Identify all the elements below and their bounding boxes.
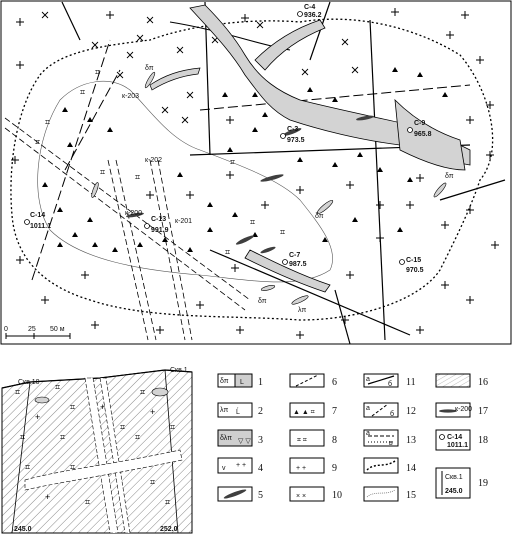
legend-dlp-symbol: δλπ <box>220 435 233 442</box>
hash-symbol: ⌗ <box>45 117 51 127</box>
legend-well-depth: 245.0 <box>445 488 463 495</box>
legend-well: Скв.1 <box>445 474 463 481</box>
svg-text:× ×: × × <box>296 493 307 500</box>
legend-item-3 <box>218 430 263 446</box>
hash-symbol: ⌗ <box>100 167 106 177</box>
well-value: 987.5 <box>289 261 307 268</box>
well-value: 970.5 <box>406 267 424 274</box>
scale-zero: 0 <box>4 326 8 333</box>
legend-c14-value: 1011.1 <box>447 442 469 449</box>
well-label: С-13 <box>151 216 167 223</box>
section-symbol: ⌗ <box>85 497 91 507</box>
hash-symbol: ⌗ <box>80 87 86 97</box>
section-symbol: + <box>35 412 41 422</box>
legend-item-9 <box>290 458 337 474</box>
section-well-left-label: Скв.10 <box>18 379 40 386</box>
legend-item-7 <box>290 403 337 417</box>
section-symbol: ⌗ <box>15 387 21 397</box>
hash-symbol: ⌗ <box>135 172 141 182</box>
well-value: 991.9 <box>151 227 169 234</box>
section-symbol: ⌗ <box>55 382 61 392</box>
legend-sym-a: а <box>366 405 370 412</box>
scale-mid: 25 <box>28 326 36 333</box>
section-symbol: ⌗ <box>150 477 156 487</box>
legend-number: 13 <box>406 435 416 446</box>
svg-text:+ +: + + <box>236 462 247 469</box>
section-symbol: ⌗ <box>120 422 126 432</box>
legend-number: 8 <box>332 435 337 446</box>
main-map <box>1 1 511 344</box>
rock-label-dp: δπ <box>445 173 454 180</box>
well-value: 973.5 <box>287 137 305 144</box>
legend-number: 12 <box>406 406 416 417</box>
section-depth-left: 245.0 <box>14 526 32 533</box>
legend-item-12 <box>364 403 416 418</box>
svg-text:▲ ▲ ⌗: ▲ ▲ ⌗ <box>293 409 315 416</box>
legend-number: 3 <box>258 435 263 446</box>
legend-item-16 <box>436 374 488 388</box>
legend-item-15 <box>364 487 416 501</box>
well-label: С-4 <box>304 4 316 11</box>
svg-text:⌗ ⌗: ⌗ ⌗ <box>297 437 307 444</box>
legend-sym-b: б <box>390 411 395 418</box>
hash-symbol: ⌗ <box>280 227 286 237</box>
legend-sym-v: в <box>389 440 393 447</box>
legend-item-2 <box>218 403 263 417</box>
legend-sym-a: а <box>366 376 370 383</box>
legend-number: 19 <box>478 478 488 489</box>
legend-item-19 <box>436 468 488 498</box>
dyke-label: к-203 <box>122 93 140 100</box>
legend-item-1-L: L <box>240 379 244 386</box>
well-value: 936.2 <box>304 12 322 19</box>
well-value: 1011.1 <box>30 223 52 230</box>
dyke-label: к-201 <box>175 218 193 225</box>
legend-item-5 <box>218 487 263 501</box>
section-symbol: ⌗ <box>140 387 146 397</box>
section-symbol: ⌗ <box>20 432 26 442</box>
legend-item-8 <box>290 430 337 446</box>
legend-number: 7 <box>332 406 337 417</box>
legend-item-11 <box>364 374 416 388</box>
section-symbol: ⌗ <box>135 432 141 442</box>
legend-number: 9 <box>332 463 337 474</box>
legend-number: 2 <box>258 406 263 417</box>
legend-c14: С-14 <box>447 434 463 441</box>
section-well-right-label: Скв.1 <box>170 367 188 374</box>
legend <box>218 374 488 501</box>
section-lens <box>152 388 168 396</box>
legend-number: 6 <box>332 377 337 388</box>
section-symbol: ⌗ <box>25 462 31 472</box>
hash-symbol: ⌗ <box>95 67 101 77</box>
svg-text:▽ ▽: ▽ ▽ <box>238 438 251 445</box>
dyke-label: к-200 <box>125 210 143 217</box>
legend-number: 4 <box>258 463 263 474</box>
well-label: С-15 <box>406 257 422 264</box>
hash-symbol: ⌗ <box>225 247 231 257</box>
legend-sym-b: б <box>388 381 393 388</box>
legend-item-17 <box>436 403 488 417</box>
legend-item-6 <box>290 374 337 388</box>
well-label: С-14 <box>30 212 46 219</box>
section-symbol: ⌗ <box>60 432 66 442</box>
legend-item-4 <box>218 458 263 474</box>
legend-number: 11 <box>406 377 416 388</box>
svg-text:Ĺ: Ĺ <box>236 409 240 416</box>
legend-number: 17 <box>478 406 488 417</box>
legend-lp-symbol: λπ <box>220 407 229 414</box>
legend-number: 5 <box>258 490 263 501</box>
legend-number: 14 <box>406 463 416 474</box>
legend-item-13 <box>364 430 416 447</box>
rock-label-dp: δπ <box>258 298 267 305</box>
section-symbol: ⌗ <box>70 402 76 412</box>
well-label: С-9 <box>414 120 426 127</box>
section-symbol: + <box>100 402 106 412</box>
legend-item-14 <box>364 458 416 474</box>
svg-text:v: v <box>222 465 226 472</box>
section-depth-right: 252.0 <box>160 526 178 533</box>
section-symbol: + <box>45 492 51 502</box>
hash-symbol: ⌗ <box>35 137 41 147</box>
rock-label-dp: δπ <box>145 65 154 72</box>
legend-number: 16 <box>478 377 488 388</box>
section-symbol: ⌗ <box>165 497 171 507</box>
legend-k200: к-200 <box>455 406 473 413</box>
legend-item-18 <box>436 430 488 450</box>
svg-text:+ +: + + <box>296 465 307 472</box>
legend-number: 18 <box>478 435 488 446</box>
section-symbol: ⌗ <box>170 422 176 432</box>
cross-section <box>2 367 192 533</box>
section-symbol: ⌗ <box>70 462 76 472</box>
legend-number: 1 <box>258 377 263 388</box>
hash-symbol: ⌗ <box>230 157 236 167</box>
well-value: 965.8 <box>414 131 432 138</box>
legend-number: 10 <box>332 490 342 501</box>
dyke-label: к-202 <box>145 157 163 164</box>
section-symbol: + <box>150 407 156 417</box>
legend-item-10 <box>290 487 342 501</box>
rock-label-lp: λπ <box>298 307 307 314</box>
section-lens <box>35 397 49 403</box>
legend-number: 15 <box>406 490 416 501</box>
rock-label-dp: δπ <box>315 213 324 220</box>
legend-sym-a: а <box>366 430 370 437</box>
well-label: С-3 <box>287 126 299 133</box>
legend-item-1 <box>218 374 263 388</box>
well-label: С-7 <box>289 252 301 259</box>
legend-dp-symbol: δπ <box>220 378 229 385</box>
scale-end: 50 м <box>50 326 65 333</box>
hash-symbol: ⌗ <box>250 217 256 227</box>
